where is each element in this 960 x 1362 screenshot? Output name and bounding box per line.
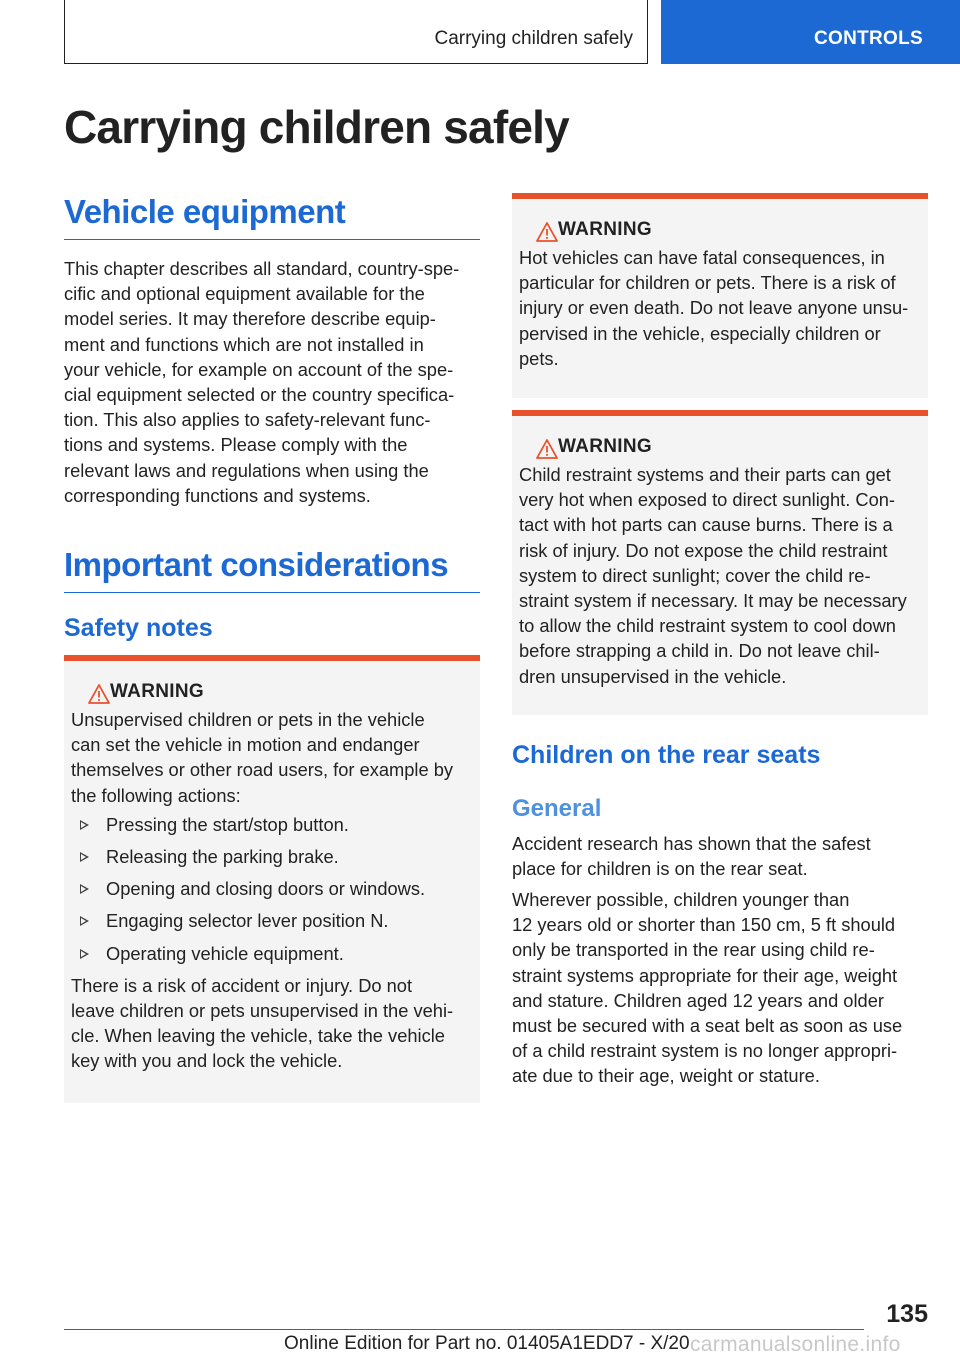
text-line: cific and optional equipment available for the: [64, 283, 425, 305]
text-line: only be transported in the rear using child re-: [512, 939, 875, 961]
text-line: cial equipment selected or the country specifica-: [64, 384, 455, 406]
heading-safety-notes: Safety notes: [64, 614, 213, 642]
running-header: [64, 0, 648, 64]
bullet-triangle-icon: [80, 916, 89, 926]
list-item: [71, 876, 473, 908]
text-line: of a child restraint system is no longer appropri-: [512, 1040, 898, 1062]
bullet-triangle-icon: [80, 884, 89, 894]
warning-label: WARNING: [558, 219, 652, 240]
watermark: carmanualsonline.info: [690, 1333, 901, 1356]
bullet-triangle-icon: [80, 949, 89, 959]
bullet-triangle-icon: [80, 852, 89, 862]
warning-header: [519, 219, 921, 245]
text-line: Wherever possible, children younger than: [512, 889, 850, 910]
warning-label: WARNING: [110, 681, 204, 702]
text-line: tion. This also applies to safety-relevant func-: [64, 409, 431, 431]
text-line: Hot vehicles can have fatal consequences, in: [519, 247, 885, 268]
footer-edition: Online Edition for Part no. 01405A1EDD7 - X/20: [284, 1333, 690, 1354]
text-line: injury or even death. Do not leave anyone unsu-: [519, 297, 909, 319]
text-line: There is a risk of accident or injury. Do not: [71, 974, 413, 996]
vehicle-equipment-paragraph: [64, 256, 482, 508]
text-line: system to direct sunlight; cover the child re-: [519, 564, 871, 586]
text-line: leave children or pets unsupervised in the vehi-: [71, 999, 454, 1021]
warning-triangle-icon: [535, 438, 559, 460]
text-line: Accident research has shown that the safest: [512, 833, 871, 854]
text-line: Unsupervised children or pets in the vehicle: [71, 709, 425, 730]
text-line: can set the vehicle in motion and endanger: [71, 734, 420, 756]
header-section-title: Carrying children safely: [434, 28, 633, 49]
warning-triangle-icon: [535, 221, 559, 243]
rear-seats-paragraph-2: [512, 887, 930, 1089]
text-line: risk of injury. Do not expose the child restraint: [519, 539, 888, 561]
text-line: This chapter describes all standard, country-spe-: [64, 258, 460, 279]
list-item: [71, 844, 473, 876]
warning-header: [71, 681, 473, 707]
text-line: tions and systems. Please comply with the: [64, 434, 408, 456]
warning-triangle-icon: [87, 683, 111, 705]
text-line: before strapping a child in. Do not leave chil-: [519, 640, 880, 662]
warning-box-unsupervised: [64, 655, 480, 1103]
text-line: ment and functions which are not installed in: [64, 333, 424, 355]
text-line: very hot when exposed to direct sunlight. Con-: [519, 489, 895, 511]
text-line: tact with hot parts can cause burns. There is a: [519, 514, 893, 536]
text-line: cle. When leaving the vehicle, take the vehicle: [71, 1025, 445, 1047]
warning-label: WARNING: [558, 436, 652, 457]
text-line: pervised in the vehicle, especially children or: [519, 322, 881, 344]
heading-general: General: [512, 795, 602, 822]
text-line: to allow the child restraint system to cool down: [519, 615, 896, 637]
text-line: place for children is on the rear seat.: [512, 858, 808, 880]
warning-box-hot-restraints: [512, 410, 928, 715]
list-item-text: Pressing the start/stop button.: [106, 813, 349, 835]
warning-box-hot-vehicles: [512, 193, 928, 398]
bullet-triangle-icon: [80, 820, 89, 830]
rear-seats-paragraph-1: [512, 831, 930, 881]
text-line: dren unsupervised in the vehicle.: [519, 665, 787, 687]
warning-header: [519, 436, 921, 462]
text-line: ate due to their age, weight or stature.: [512, 1065, 820, 1087]
text-line: relevant laws and regulations when using the: [64, 459, 429, 481]
list-item: [71, 941, 473, 973]
heading-children-rear-seats: Children on the rear seats: [512, 741, 821, 769]
list-item-text: Opening and closing doors or windows.: [106, 878, 426, 900]
list-item-text: Releasing the parking brake.: [106, 846, 339, 867]
footer-rule: [64, 1329, 864, 1330]
text-line: 12 years old or shorter than 150 cm, 5 ft should: [512, 914, 896, 936]
list-item: [71, 908, 473, 940]
text-line: particular for children or pets. There is a risk of: [519, 272, 896, 294]
text-line: must be secured with a seat belt as soon as use: [512, 1015, 903, 1037]
list-item: [71, 812, 473, 844]
text-line: the following actions:: [71, 784, 241, 806]
text-line: key with you and lock the vehicle.: [71, 1050, 343, 1072]
text-line: straint system if necessary. It may be necessary: [519, 590, 907, 612]
text-line: model series. It may therefore describe equip-: [64, 308, 436, 330]
text-line: straint systems appropriate for their age, weight: [512, 964, 898, 986]
text-line: corresponding functions and systems.: [64, 484, 371, 506]
action-list: [71, 812, 473, 973]
heading-important-considerations: Important considerations: [64, 546, 480, 593]
chapter-tab: [661, 0, 960, 64]
text-line: and stature. Children aged 12 years and older: [512, 989, 884, 1011]
text-line: pets.: [519, 347, 559, 369]
list-item-text: Engaging selector lever position N.: [106, 910, 389, 932]
page-number: 135: [886, 1300, 928, 1328]
text-line: Child restraint systems and their parts can get: [519, 464, 891, 485]
text-line: your vehicle, for example on account of the spe-: [64, 358, 454, 380]
text-line: themselves or other road users, for example by: [71, 759, 454, 781]
chapter-tab-label: CONTROLS: [814, 28, 924, 49]
heading-vehicle-equipment: Vehicle equipment: [64, 193, 480, 240]
list-item-text: Operating vehicle equipment.: [106, 942, 344, 964]
page-title: Carrying children safely: [64, 101, 569, 153]
